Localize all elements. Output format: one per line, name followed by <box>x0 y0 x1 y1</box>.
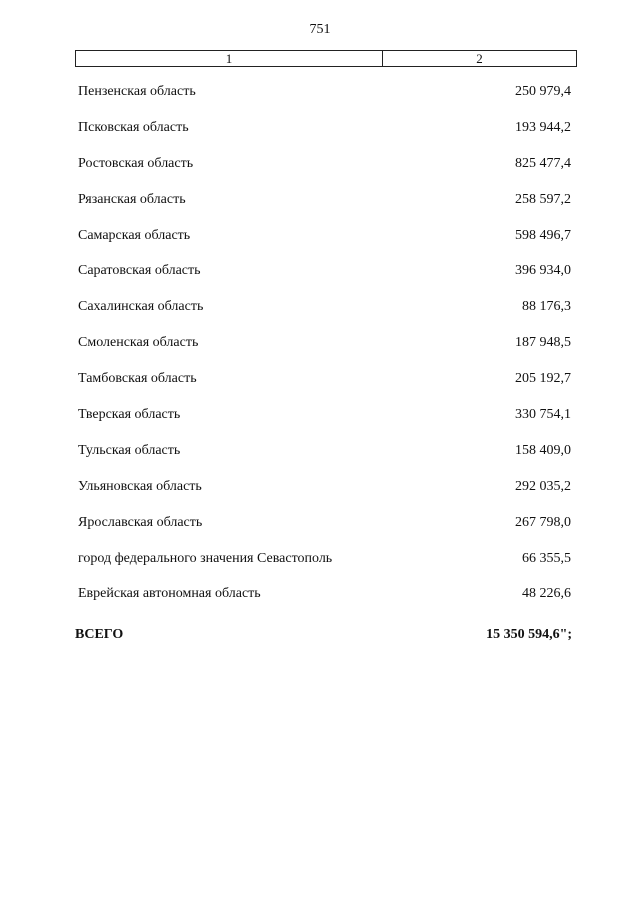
region-amount: 48 226,6 <box>522 586 571 602</box>
table-row <box>0 190 640 226</box>
table-row <box>0 333 640 369</box>
table-row <box>0 405 640 441</box>
region-name: город федерального значения Севастополь <box>78 550 333 566</box>
region-amount: 193 944,2 <box>515 119 571 135</box>
region-name: Тверская область <box>78 407 181 423</box>
region-name: Тульская область <box>78 442 181 458</box>
region-amount: 598 496,7 <box>515 227 571 243</box>
region-name: Смоленская область <box>78 335 199 351</box>
region-amount: 158 409,0 <box>515 442 571 458</box>
table-body <box>0 82 640 620</box>
table-row <box>0 82 640 118</box>
total-row <box>0 627 640 647</box>
table-row <box>0 297 640 333</box>
region-name: Самарская область <box>78 227 191 243</box>
region-amount: 267 798,0 <box>515 514 571 530</box>
table-row <box>0 549 640 585</box>
table-row <box>0 441 640 477</box>
region-name: Рязанская область <box>78 191 186 207</box>
region-amount: 250 979,4 <box>515 84 571 99</box>
table-row <box>0 477 640 513</box>
region-amount: 66 355,5 <box>522 550 571 566</box>
table-row <box>0 154 640 190</box>
region-amount: 88 176,3 <box>522 299 571 315</box>
page-number: 751 <box>309 22 331 37</box>
total-amount: 15 350 594,6"; <box>486 627 572 642</box>
table-row <box>0 369 640 405</box>
region-name: Ростовская область <box>78 155 194 171</box>
column-header-1: 1 <box>76 51 383 66</box>
region-name: Ярославская область <box>78 514 203 530</box>
region-name: Саратовская область <box>78 263 201 279</box>
region-amount: 292 035,2 <box>515 478 571 494</box>
region-amount: 825 477,4 <box>515 155 571 171</box>
table-row <box>0 513 640 549</box>
region-name: Тамбовская область <box>78 371 197 387</box>
table-row <box>0 226 640 262</box>
region-name: Еврейская автономная область <box>78 586 261 602</box>
table-row <box>0 261 640 297</box>
region-amount: 205 192,7 <box>515 371 571 387</box>
region-name: Пензенская область <box>78 84 196 99</box>
region-name: Псковская область <box>78 119 189 135</box>
table-header <box>75 50 577 67</box>
column-header-2: 2 <box>476 51 483 66</box>
table-row <box>0 584 640 620</box>
region-name: Ульяновская область <box>78 478 202 494</box>
total-label: ВСЕГО <box>75 627 124 642</box>
region-amount: 258 597,2 <box>515 191 571 207</box>
region-amount: 187 948,5 <box>515 335 571 351</box>
region-amount: 396 934,0 <box>515 263 571 279</box>
table-row <box>0 118 640 154</box>
region-name: Сахалинская область <box>78 299 204 315</box>
region-amount: 330 754,1 <box>515 407 571 423</box>
